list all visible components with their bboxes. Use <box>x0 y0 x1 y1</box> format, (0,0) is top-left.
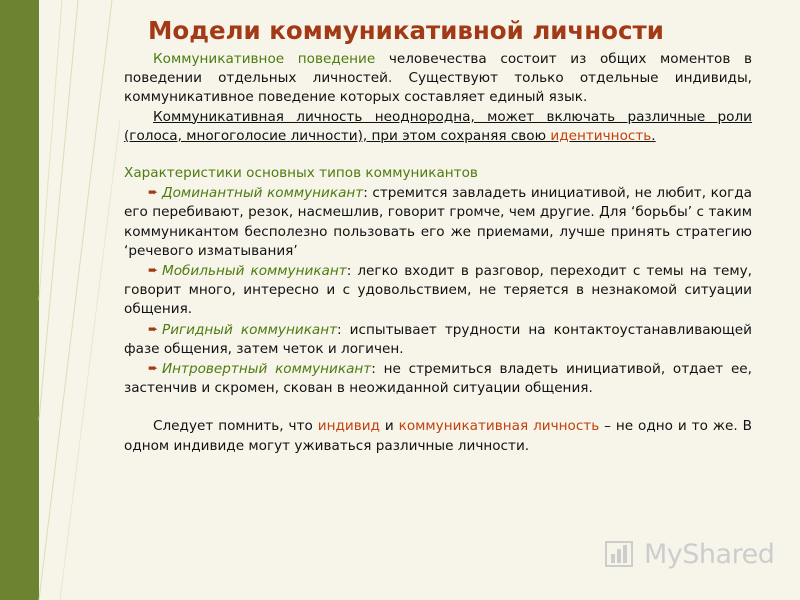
paragraph-personality <box>124 108 752 146</box>
chart-icon <box>604 536 640 572</box>
term-rigid: Ригидный коммуникант <box>162 321 338 338</box>
slide-body <box>124 50 752 456</box>
watermark-text: MyShared <box>644 538 775 570</box>
term-communicative-personality: коммуникативная личность <box>398 418 600 435</box>
paragraph-behavior <box>124 50 752 108</box>
term-dominant: Доминантный коммуникант <box>162 185 364 202</box>
term-behavior: Коммуникативное поведение <box>153 51 376 67</box>
conclusion-text: и <box>379 418 399 435</box>
list-item-text: : легко входит в разговор, переходит с темы на тему, говорит много, интересно и с удовольствием, не теряется в незнакомой ситуации общения. <box>124 263 752 318</box>
term-individual: индивид <box>317 418 380 435</box>
list-item-dominant <box>124 183 752 261</box>
arrow-bullet-icon: ➨ <box>148 185 159 200</box>
conclusion-text: Следует помнить, что <box>153 418 318 435</box>
arrow-bullet-icon: ➨ <box>148 361 159 376</box>
list-item-introvert <box>124 359 752 398</box>
section-heading: Характеристики основных типов коммуникантов <box>124 165 478 182</box>
slide-title: Модели коммуникативной личности <box>148 16 664 45</box>
paragraph-behavior-text: человечества состоит из общих моментов в поведении отдельных личностей. Существуют только отдельные индивиды, коммуникативное поведение которых составляет единый язык. <box>124 51 752 106</box>
paragraph-conclusion <box>124 417 752 455</box>
paragraph-personality-end: . <box>651 127 656 144</box>
list-item-text: : испытывает трудности на контактоустанавливающей фазе общения, затем четок и логичен. <box>124 321 752 357</box>
paragraph-personality-text: Коммуникативная личность неоднородна, может включать различные роли (голоса, многоголосие личности), при этом сохраняя свою <box>124 108 752 144</box>
list-item-text: : стремится завладеть инициативой, не любит, когда его перебивают, резок, насмешлив, говорит громче, чем другие. Для ‘борьбы’ с таким коммуникантом бесполезно пользовать его же приемами, лучше принять стратегию ‘речевого изматывания’ <box>124 185 752 259</box>
list-item-text: : не стремиться владеть инициативой, отдает ее, застенчив и скромен, скован в неожиданной ситуации общения. <box>124 361 752 397</box>
term-identity: идентичность <box>550 127 652 144</box>
list-item-mobile <box>124 261 752 320</box>
arrow-bullet-icon: ➨ <box>148 263 159 278</box>
term-mobile: Мобильный коммуникант <box>162 263 347 280</box>
decorative-lines <box>0 0 120 600</box>
arrow-bullet-icon: ➨ <box>148 321 159 336</box>
watermark <box>604 534 774 574</box>
conclusion-text: – не одно и то же. В одном индивиде могут уживаться различные личности. <box>124 418 752 454</box>
list-item-rigid <box>124 320 752 359</box>
term-introvert: Интровертный коммуникант <box>162 361 372 378</box>
